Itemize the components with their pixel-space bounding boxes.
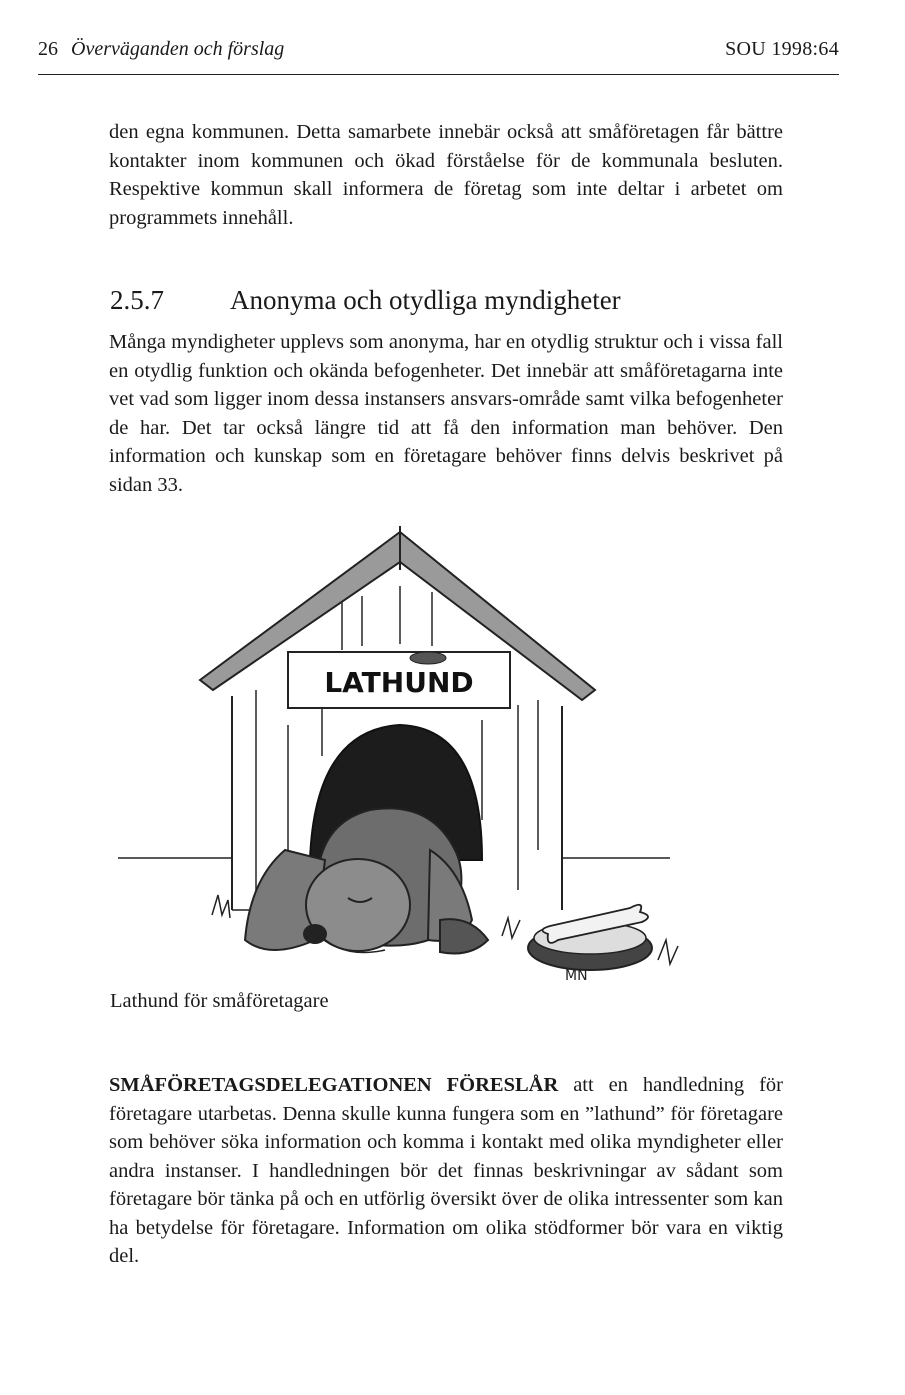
artist-signature: MN xyxy=(565,968,588,984)
page-number: 26 xyxy=(38,38,58,60)
section-heading xyxy=(110,282,621,318)
sign-text: LATHUND xyxy=(324,666,474,699)
section-title: Anonyma och otydliga myndigheter xyxy=(230,285,621,315)
figure-caption: Lathund för småföretagare xyxy=(110,990,329,1012)
page-header xyxy=(38,34,839,64)
header-rule xyxy=(38,74,839,75)
body-paragraph-3 xyxy=(109,1071,783,1271)
doghouse-illustration xyxy=(110,520,710,1000)
body-paragraph-2: Många myndigheter upplevs som anonyma, har en otydlig struktur och i vissa fall en otydlig funktion och okända befogenheter. Det innebär att småföretagarna inte vet vad som ligger inom dessa instansers ansvars-område samt vilka befogenheter de har. Det tar också längre tid att få den information man behöver. Den information och kunskap som en företagare behöver finns delvis beskrivet på sidan 33. xyxy=(109,331,783,496)
proposal-text: att en handledning för företagare utarbetas. Denna skulle kunna fungera som en ”lathund” för företagare som behöver söka information och komma i kontakt med olika myndigheter eller andra instanser. I handledningen bör det finnas beskrivningar av sådant som företagare bör tänka på och en utförlig översikt över de olika intressenter som kan ha betydelse för företagare. Information om olika stödformer bör vara en viktig del. xyxy=(109,1074,783,1267)
body-paragraph-1: den egna kommunen. Detta samarbete innebär också att småföretagen får bättre kontakter inom kommunen och ökad förståelse för de kommunala besluten. Respektive kommun skall informera de företag som inte deltar i arbetet om programmets innehåll. xyxy=(109,121,783,229)
proposal-lead: SMÅFÖRETAGSDELEGATIONEN FÖRESLÅR xyxy=(109,1074,559,1096)
section-number: 2.5.7 xyxy=(110,285,164,315)
publication-id: SOU 1998:64 xyxy=(725,38,839,60)
running-section-title: Överväganden och förslag xyxy=(71,38,285,60)
